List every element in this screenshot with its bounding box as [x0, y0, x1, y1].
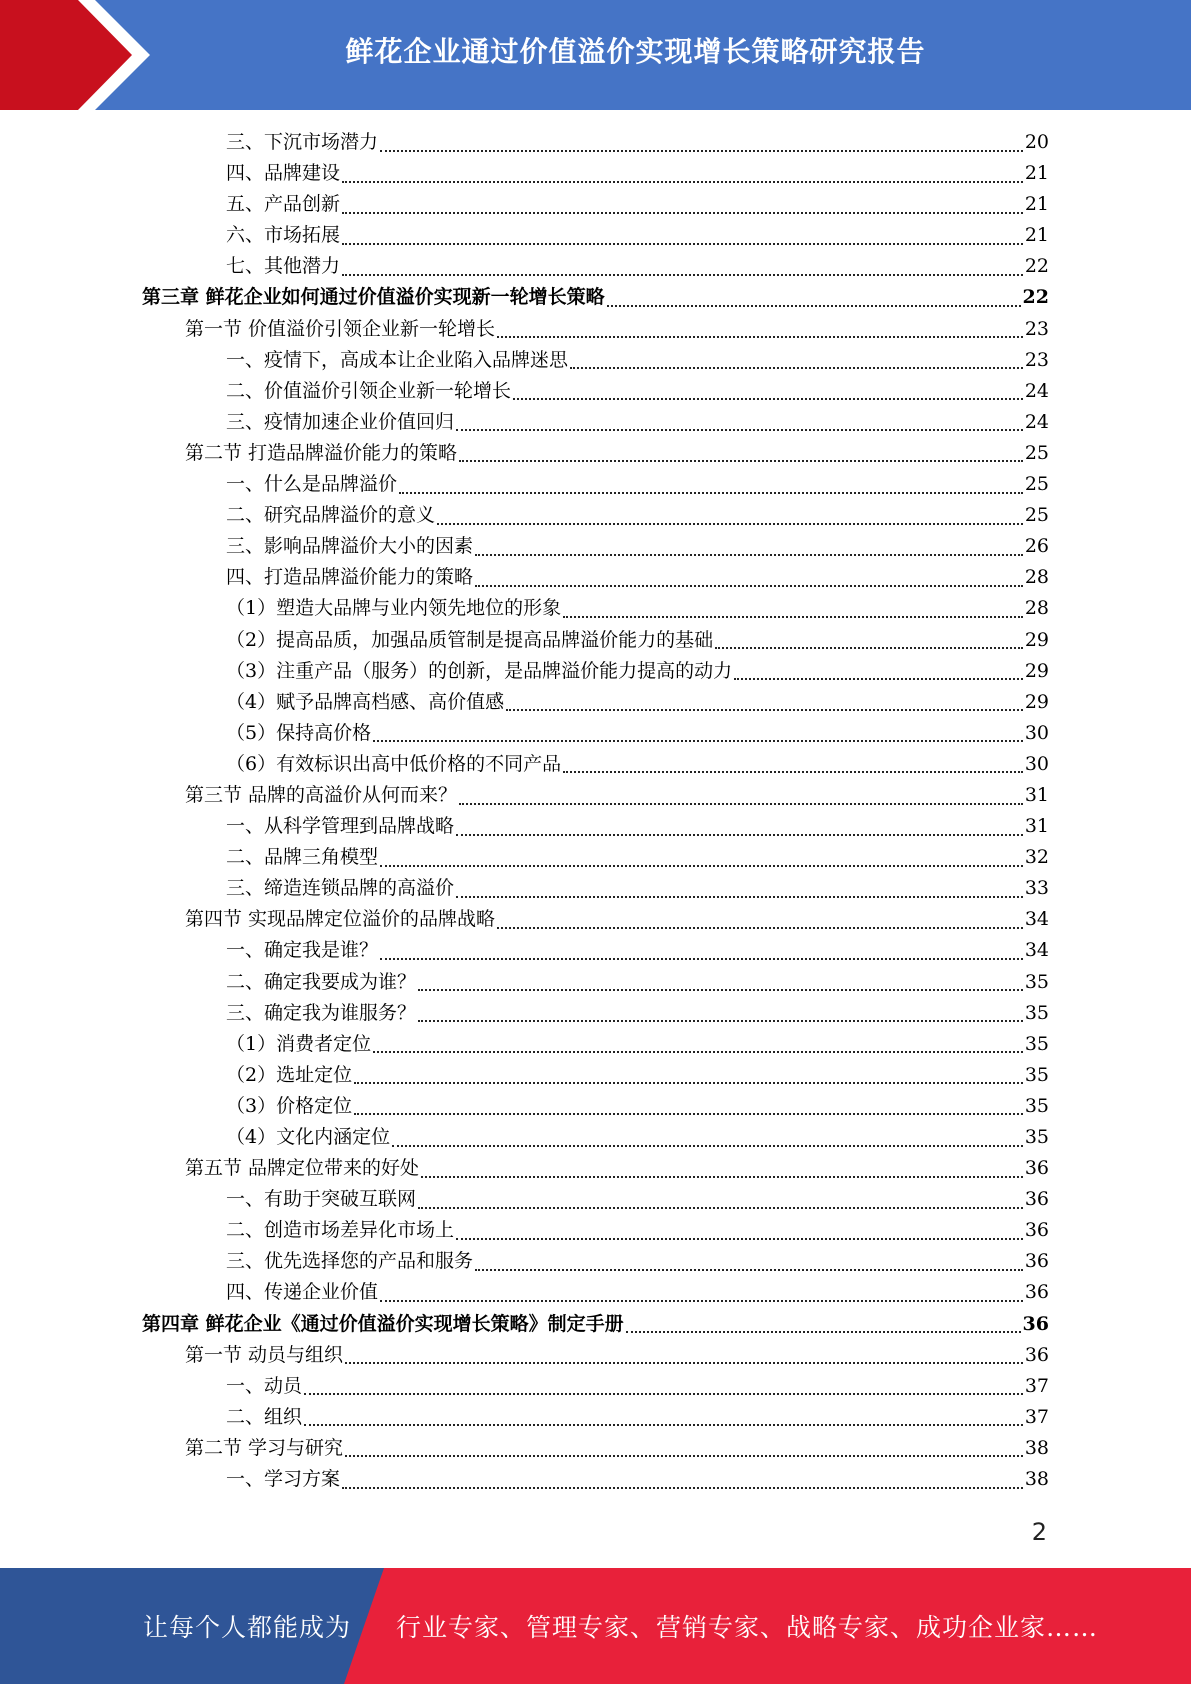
toc-entry-label: （3）价格定位: [226, 1094, 353, 1117]
toc-dot-leader: [380, 865, 1023, 867]
toc-dot-leader: [304, 1424, 1023, 1426]
toc-entry-page: 37: [1024, 1405, 1049, 1428]
toc-entry-label: 第三章 鲜花企业如何通过价值溢价实现新一轮增长策略: [142, 286, 605, 309]
toc-dot-leader: [497, 336, 1023, 338]
toc-entry-label: 四、品牌建设: [226, 162, 341, 185]
toc-dot-leader: [392, 1145, 1023, 1147]
toc-entry-page: 34: [1024, 908, 1049, 931]
toc-entry-page: 30: [1024, 721, 1049, 744]
toc-entry[interactable]: [142, 189, 1049, 220]
toc-entry[interactable]: [142, 469, 1049, 500]
toc-entry[interactable]: [142, 873, 1049, 904]
toc-entry-page: 30: [1024, 752, 1049, 775]
toc-entry[interactable]: [142, 625, 1049, 656]
toc-entry-label: 三、优先选择您的产品和服务: [226, 1250, 474, 1273]
toc-entry[interactable]: [142, 282, 1049, 313]
toc-dot-leader: [342, 243, 1023, 245]
toc-entry-label: 第四章 鲜花企业《通过价值溢价实现增长策略》制定手册: [142, 1312, 624, 1335]
toc-entry[interactable]: [142, 904, 1049, 935]
toc-entry-label: 二、研究品牌溢价的意义: [226, 504, 436, 527]
toc-entry-label: 三、确定我为谁服务？: [226, 1001, 417, 1024]
toc-entry[interactable]: [142, 1184, 1049, 1215]
toc-entry-label: （4）赋予品牌高档感、高价值感: [226, 690, 505, 713]
toc-dot-leader: [380, 150, 1023, 152]
toc-entry[interactable]: [142, 998, 1049, 1029]
toc-entry[interactable]: [142, 811, 1049, 842]
toc-entry-label: 三、缔造连锁品牌的高溢价: [226, 877, 455, 900]
toc-entry-page: 29: [1024, 659, 1049, 682]
toc-entry[interactable]: [142, 345, 1049, 376]
toc-dot-leader: [513, 398, 1023, 400]
toc-entry-label: 第一节 价值溢价引领企业新一轮增长: [185, 317, 496, 340]
document-title: 鲜花企业通过价值溢价实现增长策略研究报告: [345, 35, 926, 68]
page-number: 2: [1031, 1518, 1047, 1546]
toc-dot-leader: [734, 678, 1023, 680]
toc-entry-label: 一、学习方案: [226, 1468, 341, 1491]
toc-entry[interactable]: [142, 718, 1049, 749]
toc-dot-leader: [373, 1051, 1023, 1053]
toc-dot-leader: [437, 523, 1023, 525]
toc-entry-page: 36: [1024, 1188, 1049, 1211]
toc-entry-page: 26: [1024, 535, 1049, 558]
toc-entry[interactable]: [142, 687, 1049, 718]
toc-entry-label: 四、打造品牌溢价能力的策略: [226, 566, 474, 589]
toc-entry-label: 第三节 品牌的高溢价从何而来？: [185, 783, 458, 806]
toc-entry-page: 35: [1024, 1032, 1049, 1055]
toc-entry[interactable]: [142, 935, 1049, 966]
toc-entry-page: 28: [1024, 566, 1049, 589]
toc-entry-label: 第一节 动员与组织: [185, 1343, 344, 1366]
toc-entry-page: 24: [1024, 410, 1049, 433]
toc-dot-leader: [373, 740, 1023, 742]
toc-entry[interactable]: [142, 438, 1049, 469]
toc-entry[interactable]: [142, 593, 1049, 624]
toc-entry[interactable]: [142, 220, 1049, 251]
toc-entry-label: 第四节 实现品牌定位溢价的品牌战略: [185, 908, 496, 931]
toc-entry-label: （5）保持高价格: [226, 721, 372, 744]
table-of-contents: [142, 127, 1049, 1495]
toc-entry[interactable]: [142, 1153, 1049, 1184]
toc-entry-page: 35: [1024, 1094, 1049, 1117]
toc-entry-page: 33: [1024, 877, 1049, 900]
toc-entry-label: （2）选址定位: [226, 1063, 353, 1086]
toc-dot-leader: [475, 1269, 1023, 1271]
header-banner: [0, 0, 1191, 110]
toc-entry[interactable]: [142, 314, 1049, 345]
toc-dot-leader: [456, 834, 1023, 836]
toc-entry[interactable]: [142, 967, 1049, 998]
toc-entry-page: 29: [1024, 690, 1049, 713]
toc-entry[interactable]: [142, 1433, 1049, 1464]
toc-entry-label: 二、品牌三角模型: [226, 846, 379, 869]
toc-dot-leader: [342, 274, 1023, 276]
toc-entry[interactable]: [142, 1029, 1049, 1060]
toc-entry[interactable]: [142, 1215, 1049, 1246]
toc-entry-label: （2）提高品质，加强品质管制是提高品牌溢价能力的基础: [226, 628, 714, 651]
toc-dot-leader: [506, 709, 1023, 711]
toc-entry[interactable]: [142, 1246, 1049, 1277]
toc-dot-leader: [459, 460, 1023, 462]
toc-entry-page: 21: [1024, 162, 1049, 185]
toc-entry[interactable]: [142, 158, 1049, 189]
footer-slogan-left: 让每个人都能成为: [143, 1613, 352, 1642]
toc-entry-page: 36: [1022, 1312, 1049, 1335]
toc-dot-leader: [715, 647, 1023, 649]
toc-entry[interactable]: [142, 531, 1049, 562]
toc-entry-page: 23: [1024, 317, 1049, 340]
toc-entry[interactable]: [142, 1060, 1049, 1091]
toc-entry-page: 22: [1024, 255, 1049, 278]
toc-dot-leader: [342, 212, 1023, 214]
toc-dot-leader: [345, 1362, 1023, 1364]
toc-entry-label: 二、创造市场差异化市场上: [226, 1219, 455, 1242]
toc-entry[interactable]: [142, 1122, 1049, 1153]
toc-dot-leader: [421, 1176, 1023, 1178]
toc-dot-leader: [418, 1207, 1023, 1209]
toc-entry-label: 五、产品创新: [226, 193, 341, 216]
toc-entry-label: 二、组织: [226, 1405, 303, 1428]
toc-entry-page: 37: [1024, 1374, 1049, 1397]
toc-entry-label: （3）注重产品（服务）的创新，是品牌溢价能力提高的动力: [226, 659, 733, 682]
toc-entry-page: 35: [1024, 1126, 1049, 1148]
toc-entry-page: 28: [1024, 597, 1049, 620]
footer-slogan-right: 行业专家、管理专家、营销专家、战略专家、成功企业家……: [396, 1613, 1099, 1642]
toc-dot-leader: [345, 1455, 1023, 1457]
toc-dot-leader: [456, 896, 1023, 898]
toc-dot-leader: [475, 585, 1023, 587]
toc-entry-label: 第五节 品牌定位带来的好处: [185, 1157, 420, 1180]
toc-entry[interactable]: [142, 1340, 1049, 1371]
toc-entry-page: 22: [1022, 286, 1049, 309]
toc-entry-page: 21: [1024, 224, 1049, 247]
toc-dot-leader: [380, 1300, 1023, 1302]
toc-entry-page: 36: [1024, 1219, 1049, 1242]
toc-entry[interactable]: [142, 1091, 1049, 1122]
toc-entry-page: 25: [1024, 473, 1049, 496]
toc-dot-leader: [304, 1393, 1023, 1395]
toc-entry[interactable]: [142, 251, 1049, 282]
toc-dot-leader: [418, 1020, 1023, 1022]
toc-entry-page: 36: [1024, 1157, 1049, 1180]
toc-entry-label: 一、确定我是谁？: [226, 939, 379, 962]
toc-entry[interactable]: [142, 780, 1049, 811]
toc-entry-page: 20: [1024, 131, 1049, 153]
toc-entry[interactable]: [142, 1402, 1049, 1433]
toc-entry-page: 31: [1024, 815, 1049, 838]
toc-entry-label: 一、什么是品牌溢价: [226, 473, 398, 496]
toc-entry-page: 36: [1024, 1281, 1049, 1304]
toc-entry[interactable]: [142, 407, 1049, 438]
footer-banner: [0, 1568, 1191, 1684]
toc-entry-label: 四、传递企业价值: [226, 1281, 379, 1304]
toc-dot-leader: [570, 367, 1023, 369]
toc-entry-label: 一、疫情下，高成本让企业陷入品牌迷思: [226, 348, 569, 371]
toc-entry[interactable]: [142, 749, 1049, 780]
toc-entry-label: （6）有效标识出高中低价格的不同产品: [226, 752, 562, 775]
toc-dot-leader: [418, 989, 1023, 991]
toc-entry[interactable]: [142, 1371, 1049, 1402]
toc-entry-label: （4）文化内涵定位: [226, 1126, 391, 1148]
toc-entry-label: 第二节 学习与研究: [185, 1436, 344, 1459]
toc-dot-leader: [563, 616, 1023, 618]
toc-entry-label: 第二节 打造品牌溢价能力的策略: [185, 441, 458, 464]
toc-dot-leader: [380, 958, 1023, 960]
toc-entry-page: 35: [1024, 1001, 1049, 1024]
toc-entry[interactable]: [142, 656, 1049, 687]
toc-dot-leader: [497, 927, 1023, 929]
toc-entry-page: 35: [1024, 1063, 1049, 1086]
toc-dot-leader: [459, 803, 1023, 805]
toc-entry-page: 38: [1024, 1468, 1049, 1491]
toc-entry-page: 36: [1024, 1343, 1049, 1366]
toc-dot-leader: [342, 1487, 1023, 1489]
toc-dot-leader: [563, 771, 1023, 773]
toc-entry-page: 23: [1024, 348, 1049, 371]
toc-entry-label: 一、有助于突破互联网: [226, 1188, 417, 1211]
toc-entry-label: 七、其他潜力: [226, 255, 341, 278]
toc-entry[interactable]: [142, 1309, 1049, 1340]
toc-entry-page: 25: [1024, 504, 1049, 527]
toc-dot-leader: [354, 1113, 1023, 1115]
toc-dot-leader: [626, 1331, 1021, 1333]
toc-entry-page: 21: [1024, 193, 1049, 216]
toc-entry-page: 32: [1024, 846, 1049, 869]
toc-dot-leader: [607, 305, 1021, 307]
toc-entry-page: 36: [1024, 1250, 1049, 1273]
toc-dot-leader: [354, 1082, 1023, 1084]
toc-entry[interactable]: [142, 1277, 1049, 1308]
toc-entry-label: 三、影响品牌溢价大小的因素: [226, 535, 474, 558]
toc-entry-page: 24: [1024, 379, 1049, 402]
toc-dot-leader: [342, 181, 1023, 183]
toc-entry-label: 二、价值溢价引领企业新一轮增长: [226, 379, 512, 402]
toc-dot-leader: [456, 429, 1023, 431]
toc-entry-label: 六、市场拓展: [226, 224, 341, 247]
toc-entry-label: （1）消费者定位: [226, 1032, 372, 1055]
toc-entry-page: 34: [1024, 939, 1049, 962]
toc-dot-leader: [399, 492, 1023, 494]
toc-entry[interactable]: [142, 842, 1049, 873]
toc-entry-page: 25: [1024, 441, 1049, 464]
toc-entry-page: 35: [1024, 970, 1049, 993]
toc-entry-label: 二、确定我要成为谁？: [226, 970, 417, 993]
toc-dot-leader: [456, 1238, 1023, 1240]
toc-entry-label: 三、疫情加速企业价值回归: [226, 410, 455, 433]
toc-entry-label: 一、动员: [226, 1374, 303, 1397]
toc-entry-label: （1）塑造大品牌与业内领先地位的形象: [226, 597, 562, 620]
toc-entry[interactable]: [142, 562, 1049, 593]
toc-entry[interactable]: [142, 1464, 1049, 1495]
toc-entry-page: 29: [1024, 628, 1049, 651]
toc-entry-page: 38: [1024, 1436, 1049, 1459]
toc-entry-page: 31: [1024, 783, 1049, 806]
toc-entry[interactable]: [142, 127, 1049, 158]
toc-entry-label: 三、下沉市场潜力: [226, 131, 379, 153]
toc-entry[interactable]: [142, 500, 1049, 531]
toc-entry[interactable]: [142, 376, 1049, 407]
toc-dot-leader: [475, 554, 1023, 556]
toc-entry-label: 一、从科学管理到品牌战略: [226, 815, 455, 838]
